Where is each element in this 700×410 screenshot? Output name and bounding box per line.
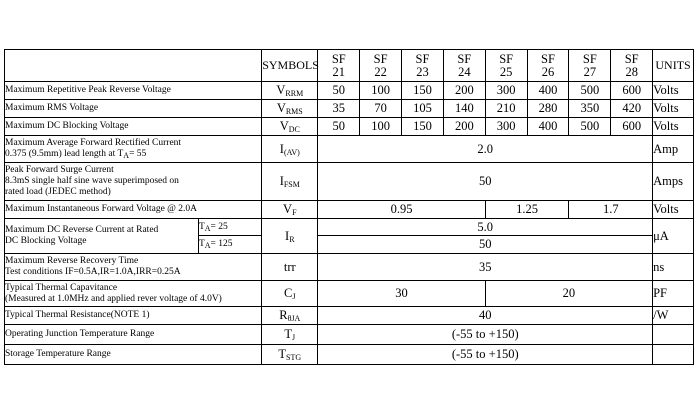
value-cell: 100 <box>360 118 402 136</box>
symbol-cell: $R_{\theta JA}$ <box>262 307 318 325</box>
symbol-cell: $T_J$ <box>262 325 318 345</box>
value-cell: 150 <box>402 82 444 100</box>
value-cell: 35 <box>318 254 653 281</box>
value-cell: 210 <box>485 100 527 118</box>
row-vrms <box>5 100 694 118</box>
part-header: SF 24 <box>443 50 485 82</box>
value-cell: 50 <box>318 236 653 254</box>
unit-cell: Amps <box>653 163 694 201</box>
value-cell: 350 <box>569 100 611 118</box>
unit-cell: /W <box>653 307 694 325</box>
value-cell: 2.0 <box>318 136 653 163</box>
value-cell: 50 <box>318 82 360 100</box>
value-cell: 1.25 <box>485 201 569 219</box>
row-iav <box>5 136 694 163</box>
value-cell: 300 <box>485 118 527 136</box>
symbol-cell: $C_J$ <box>262 281 318 307</box>
symbol-cell: $I_{FSM}$ <box>262 163 318 201</box>
unit-cell: Volts <box>653 201 694 219</box>
units-header: UNITS <box>653 50 694 82</box>
value-cell: 70 <box>360 100 402 118</box>
value-cell: 20 <box>485 281 652 307</box>
condition-cell: $T_A= 25$ <box>198 219 261 236</box>
param-label: Maximum DC Blocking Voltage <box>5 118 262 136</box>
value-cell: (-55 to +150) <box>318 325 653 345</box>
param-label: Maximum RMS Voltage <box>5 100 262 118</box>
value-cell: 50 <box>318 163 653 201</box>
value-cell: 0.95 <box>318 201 485 219</box>
param-label: Maximum Instantaneous Forward Voltage @ 2.0A <box>5 201 262 219</box>
value-cell: 600 <box>611 82 653 100</box>
part-header: SF 22 <box>360 50 402 82</box>
row-rth <box>5 307 694 325</box>
part-header: SF 28 <box>611 50 653 82</box>
param-label: Typical Thermal Resistance(NOTE 1) <box>5 307 262 325</box>
value-cell: 1.7 <box>569 201 653 219</box>
value-cell: 105 <box>402 100 444 118</box>
symbol-cell: $I_{(AV)}$ <box>262 136 318 163</box>
param-label: Peak Forward Surge Current 8.3mS single half sine wave superimposed on rated load (JEDEC method) <box>5 163 262 201</box>
value-cell: 200 <box>443 82 485 100</box>
unit-cell <box>653 325 694 345</box>
unit-cell: Volts <box>653 118 694 136</box>
value-cell: 100 <box>360 82 402 100</box>
unit-cell <box>653 345 694 365</box>
param-label: Maximum DC Reverse Current at Rated DC Blocking Voltage <box>5 219 199 254</box>
unit-cell: Volts <box>653 100 694 118</box>
value-cell: 420 <box>611 100 653 118</box>
param-label: Maximum Reverse Recovery Time Test conditions IF=0.5A,IR=1.0A,IRR=0.25A <box>5 254 262 281</box>
part-header: SF 27 <box>569 50 611 82</box>
ratings-table <box>4 49 694 365</box>
row-trr <box>5 254 694 281</box>
row-vdc <box>5 118 694 136</box>
value-cell: 200 <box>443 118 485 136</box>
value-cell: 400 <box>527 118 569 136</box>
param-label: Maximum Average Forward Rectified Current 0.375 (9.5mm) lead length at $T_A= 55$ <box>5 136 262 163</box>
header-blank <box>5 50 262 82</box>
row-ir-25 <box>5 219 694 236</box>
value-cell: 140 <box>443 100 485 118</box>
part-header: SF 23 <box>402 50 444 82</box>
value-cell: 400 <box>527 82 569 100</box>
condition-cell: $T_A= 125$ <box>198 236 261 254</box>
param-label: Storage Temperature Range <box>5 345 262 365</box>
symbol-cell: trr <box>262 254 318 281</box>
param-label: Typical Thermal Capavitance (Measured at 1.0MHz and applied rever voltage of 4.0V) <box>5 281 262 307</box>
symbol-cell: $T_{STG}$ <box>262 345 318 365</box>
unit-cell: ns <box>653 254 694 281</box>
value-cell: 150 <box>402 118 444 136</box>
symbol-cell: $V_F$ <box>262 201 318 219</box>
row-ifsm <box>5 163 694 201</box>
symbol-cell: $V_{RRM}$ <box>262 82 318 100</box>
value-cell: 300 <box>485 82 527 100</box>
row-vf <box>5 201 694 219</box>
symbol-cell: $V_{DC}$ <box>262 118 318 136</box>
param-label: Maximum Repetitive Peak Reverse Voltage <box>5 82 262 100</box>
row-vrrm <box>5 82 694 100</box>
unit-cell: Amp <box>653 136 694 163</box>
part-header: SF 25 <box>485 50 527 82</box>
symbol-cell: $I_R$ <box>262 219 318 254</box>
row-tstg <box>5 345 694 365</box>
unit-cell: μA <box>653 219 694 254</box>
value-cell: 40 <box>318 307 653 325</box>
param-label: Operating Junction Temperature Range <box>5 325 262 345</box>
value-cell: 35 <box>318 100 360 118</box>
symbol-cell: $V_{RMS}$ <box>262 100 318 118</box>
value-cell: (-55 to +150) <box>318 345 653 365</box>
value-cell: 5.0 <box>318 219 653 236</box>
header-row <box>5 50 694 82</box>
value-cell: 50 <box>318 118 360 136</box>
value-cell: 600 <box>611 118 653 136</box>
row-cj <box>5 281 694 307</box>
unit-cell: Volts <box>653 82 694 100</box>
value-cell: 30 <box>318 281 485 307</box>
part-header: SF 21 <box>318 50 360 82</box>
part-header: SF 26 <box>527 50 569 82</box>
value-cell: 500 <box>569 118 611 136</box>
value-cell: 280 <box>527 100 569 118</box>
symbols-header: SYMBOLS <box>262 50 318 82</box>
row-tj <box>5 325 694 345</box>
value-cell: 500 <box>569 82 611 100</box>
unit-cell: PF <box>653 281 694 307</box>
